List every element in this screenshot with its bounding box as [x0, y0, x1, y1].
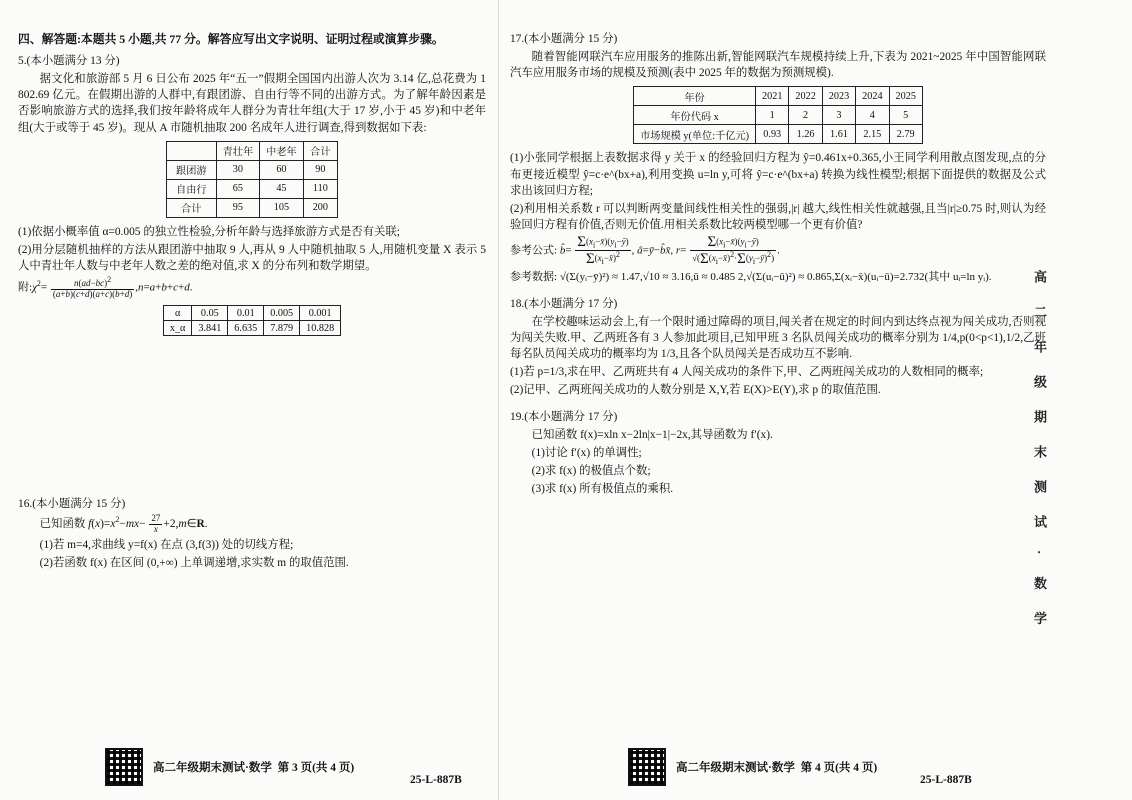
question-16-body: 已知函数 $f(x)=x^2-mx-$ $\frac{27}{x}$ +2,m∈R.	[39, 513, 208, 534]
cell: 2.15	[856, 125, 889, 144]
footer-left	[105, 748, 354, 786]
q5-col-0	[167, 141, 217, 160]
table-row	[634, 125, 923, 144]
question-19-sub1: (1)讨论 f′(x) 的单调性;	[531, 446, 642, 459]
cell: 3.841	[192, 321, 228, 336]
question-17-sub1: (1)小张同学根据上表数据求得 y 关于 x 的经验回归方程为 ŷ=0.461x+0.365,小王同学利用散点图发现,点的分布更接近模型 ŷ=c·e^(bx+a),利用变换 u=ln y,可将 ŷ=c·e^(bx+a) 转换为线性模型;根据下面提供的数据及公式求出该回归方程;	[510, 152, 1046, 197]
ref-data-label: 参考数据:	[510, 271, 558, 284]
table-row	[167, 198, 338, 217]
cell: 0.01	[228, 306, 264, 321]
question-5-sub2: (2)用分层随机抽样的方法从跟团游中抽取 9 人,再从 9 人中随机抽取 5 人,用随机变量 X 表示 5 人中青壮年人数与中老年人数之差的绝对值,求 X 的分布列和数学期望。	[18, 243, 486, 273]
question-16	[18, 495, 486, 571]
cell: 2022	[789, 87, 822, 106]
cell: 110	[303, 179, 337, 198]
footer-page-right: 第 4 页(共 4 页)	[800, 762, 878, 774]
section-heading: 四、解答题:本题共 5 小题,共 77 分。解答应写出文字说明、证明过程或演算步骤。	[18, 32, 444, 46]
qr-code-icon	[105, 748, 143, 786]
footer-page-left: 第 3 页(共 4 页)	[277, 762, 355, 774]
table-row	[167, 160, 338, 179]
cell: α	[163, 306, 192, 321]
cell: 60	[260, 160, 304, 179]
question-17-ref-data	[510, 269, 1046, 286]
cell: 1.61	[822, 125, 855, 144]
question-16-sub2: (2)若函数 f(x) 在区间 (0,+∞) 上单调递增,求实数 m 的取值范围.	[39, 557, 349, 570]
cell: 6.635	[228, 321, 264, 336]
cell: 30	[216, 160, 260, 179]
question-19	[510, 408, 1046, 498]
q5-col-1: 青壮年	[216, 141, 260, 160]
cell: 10.828	[300, 321, 341, 336]
cell: 1.26	[789, 125, 822, 144]
ref-data-text: √(Σ(yᵢ−ȳ)²) ≈ 1.47,√10 ≈ 3.16,ū ≈ 0.485 2,√(Σ(uᵢ−ū)²) ≈ 0.865,Σ(xᵢ−x̄)(uᵢ−ū)=2.732(其中 uᵢ=ln yᵢ).	[559, 271, 992, 284]
footer-title-left	[153, 759, 354, 775]
cell: 200	[303, 198, 337, 217]
cell: 105	[260, 198, 304, 217]
question-18	[510, 295, 1046, 399]
cell: 65	[216, 179, 260, 198]
cell: 0.001	[300, 306, 341, 321]
question-19-body: 已知函数 f(x)=xln x−2ln|x−1|−2x,其导函数为 f′(x).	[531, 428, 773, 441]
question-19-sub3: (3)求 f(x) 所有极值点的乘积.	[531, 483, 674, 496]
table-row	[163, 321, 340, 336]
footer-title-text: 高二年级期末测试·数学	[676, 762, 795, 774]
question-17-sub2: (2)利用相关系数 r 可以判断两变量间线性相关性的强弱,|r| 越大,线性相关性就越强,且当|r|≥0.75 时,则认为经验回归方程有价值,否则无价值.用相关系数比较两模型哪一个更有价值?	[510, 202, 1046, 232]
right-column	[500, 0, 1060, 800]
question-17-body: 随着智能网联汽车应用服务的推陈出新,智能网联汽车规模持续上升,下表为 2021~2025 年中国智能网联汽车应用服务市场的规模及预测(表中 2025 年的数据为预测规模).	[510, 51, 1046, 80]
cell: 1	[756, 106, 789, 125]
cell: 3	[822, 106, 855, 125]
table-row	[167, 141, 338, 160]
cell: 4	[856, 106, 889, 125]
cell: 跟团游	[167, 160, 217, 179]
q5-col-3: 合计	[303, 141, 337, 160]
q5-critical-value-table	[163, 305, 341, 336]
qr-code-icon	[628, 748, 666, 786]
table-row	[634, 106, 923, 125]
question-16-sub1: (1)若 m=4,求曲线 y=f(x) 在点 (3,f(3)) 处的切线方程;	[39, 538, 294, 551]
cell: 7.879	[264, 321, 300, 336]
footer-title-text: 高二年级期末测试·数学	[153, 762, 272, 774]
question-17-head: 17.(本小题满分 15 分)	[510, 33, 618, 45]
question-5-head: 5.(本小题满分 13 分)	[18, 55, 120, 67]
footer-code-left: 25-L-887B	[410, 774, 462, 786]
cell: 2	[789, 106, 822, 125]
cell: 合计	[167, 198, 217, 217]
question-19-head: 19.(本小题满分 17 分)	[510, 410, 618, 423]
question-5	[18, 52, 486, 336]
b-hat-fraction: Σ $(x_i-x̄)(y_i-ȳ)$ Σ $(x_i-x̄)^2$	[577, 234, 629, 267]
question-18-body: 在学校趣味运动会上,有一个限时通过障碍的项目,闯关者在规定的时间内到达终点视为闯关成功,否则视为闯关失败.甲、乙两班各有 3 人参加此项目,已知甲班 3 名队员闯关成功的概率分别为 1/4,p(0<p<1),1/2,乙班每名队员闯关成功的概率均为 1/3,且各个队员闯关是否成功互不影响.	[510, 315, 1046, 360]
appendix-label: 附:	[18, 281, 33, 294]
question-18-head: 18.(本小题满分 17 分)	[510, 297, 618, 310]
cell: x_α	[163, 321, 192, 336]
question-5-body: 据文化和旅游部 5 月 6 日公布 2025 年“五一”假期全国国内出游人次为 3.14 亿,总花费为 1 802.69 亿元。在假期出游的人群中,有跟团游、自由行等不同的出游方式。为了解年龄因素是否影响旅游方式的选择,我们按年龄将成年人群分为青壮年组(大于 17 岁,小于 45 岁)和中老年组(大于或等于 45 岁)。现从 A 市随机抽取 200 名成年人进行调查,得到数据如下表:	[18, 73, 486, 134]
q16-head-text: 16.(本小题满分 15 分)	[18, 498, 126, 511]
answer-space-left	[18, 345, 486, 495]
question-5-appendix: 附$:\chi^2=$ $\frac{n(ad-bc)^2}{(a+b)(c+d)(a+c)(b+d)}$ ,n=a+b+c+d.	[18, 275, 193, 300]
ref-formula-label: 参考公式:	[510, 244, 558, 257]
question-18-sub1: (1)若 p=1/3,求在甲、乙两班共有 4 人闯关成功的条件下,甲、乙两班闯关成功的人数相同的概率;	[510, 366, 984, 379]
cell: 2025	[889, 87, 922, 106]
table-row	[167, 179, 338, 198]
fraction-27-x: $\frac{27}{x}$	[151, 513, 161, 534]
spine-area	[1062, 0, 1132, 800]
question-19-sub2: (2)求 f(x) 的极值点个数;	[531, 464, 651, 477]
question-16-head	[18, 495, 486, 511]
table-row	[163, 306, 340, 321]
question-17	[510, 30, 1046, 286]
footer-code-right: 25-L-887B	[920, 774, 972, 786]
cell: 2023	[822, 87, 855, 106]
cell: 市场规模 y(单位:千亿元)	[634, 125, 756, 144]
question-17-ref-formula: 参考公式: b̂= Σ $(x_i-x̄)(y_i-ȳ)$ Σ $(x_i-x̄)^2$ , â=ȳ−b̂x̄, r= Σ $(x_i-x̄)(y_i-ȳ)$ √( Σ $(x_i-x̄)^2\cdot$ Σ $(y_i-ȳ)^2$) .	[510, 234, 780, 267]
footer-title-right	[676, 759, 877, 775]
cell: 5	[889, 106, 922, 125]
cell: 2024	[856, 87, 889, 106]
cell: 0.005	[264, 306, 300, 321]
cell: 90	[303, 160, 337, 179]
chi-square-formula: $\frac{n(ad-bc)^2}{(a+b)(c+d)(a+c)(b+d)}$	[52, 275, 133, 300]
cell: 0.05	[192, 306, 228, 321]
q5-col-2: 中老年	[260, 141, 304, 160]
cell: 年份	[634, 87, 756, 106]
q17-data-table	[633, 86, 923, 144]
q5-data-table	[166, 141, 338, 218]
question-18-sub2: (2)记甲、乙两班闯关成功的人数分别是 X,Y,若 E(X)>E(Y),求 p 的取值范围.	[510, 384, 881, 397]
table-row	[634, 87, 923, 106]
left-column	[0, 0, 500, 800]
footer-right	[628, 748, 877, 786]
cell: 2.79	[889, 125, 922, 144]
cell: 95	[216, 198, 260, 217]
cell: 自由行	[167, 179, 217, 198]
spine-title: 高二年级期末测试·数学	[1032, 270, 1047, 647]
r-fraction: Σ $(x_i-x̄)(y_i-ȳ)$ √( Σ $(x_i-x̄)^2\cdot$ Σ $(y_i-ȳ)^2$)	[692, 234, 775, 267]
cell: 0.93	[756, 125, 789, 144]
question-5-sub1: (1)依据小概率值 α=0.005 的独立性检验,分析年龄与选择旅游方式是否有关联;	[18, 225, 400, 238]
cell: 2021	[756, 87, 789, 106]
cell: 年份代码 x	[634, 106, 756, 125]
cell: 45	[260, 179, 304, 198]
